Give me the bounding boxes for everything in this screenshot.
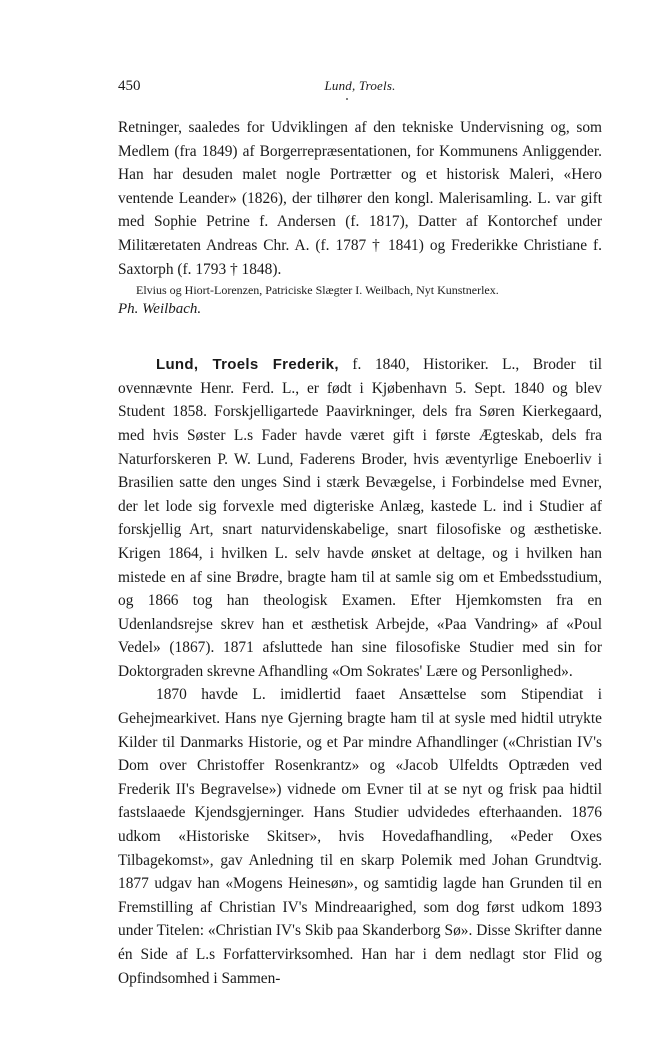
page-number: 450 xyxy=(118,78,141,94)
document-page xyxy=(118,78,602,990)
previous-entry-paragraph: Retninger, saaledes for Udviklingen af den tekniske Undervisning og, som Medlem (fra 1849) af Borgerrepræsentationen, for Kommunens Anliggender. Han har desuden malet nogle Portrætter og et historisk Maleri, «Hero ventende Leander» (1826), der tilhører den kongl. Malerisamling. L. var gift med Sophie Petrine f. Andersen (f. 1817), Datter af Kontorchef under Militæretaten Andreas Chr. A. (f. 1787 † 1841) og Frederikke Christiane f. Saxtorph (f. 1793 † 1848). xyxy=(118,119,602,278)
biography-entry xyxy=(118,353,602,990)
header-dot xyxy=(346,98,348,100)
running-title: Lund, Troels. xyxy=(324,78,396,93)
body-text xyxy=(118,116,602,990)
entry-paragraph-1 xyxy=(118,353,602,683)
running-header xyxy=(118,78,602,100)
entry-paragraph-2: 1870 havde L. imidlertid faaet Ansættelse som Stipendiat i Gehejmearkivet. Hans nye Gjerning bragte ham til at sysle med hidtil utrykte Kilder til Danmarks Historie, og et Par mindre Afhandlinger («Christian IV's Dom over Christoffer Rosenkrantz» og «Jacob Ulfeldts Optræden ved Frederik II's Begravelse») vidnede om Evner til at se nyt og frisk paa hidtil fastslaaede Kjendsgjerninger. Hans Studier udvidedes efterhaanden. 1876 udkom «Historiske Skitser», hvis Hovedafhandling, «Peder Oxes Tilbagekomst», gav Anledning til en skarp Polemik med Johan Grundtvig. 1877 udgav han «Mogens Heinesøn», og samtidig lagde han Grunden til en Fremstilling af Christian IV's Mindreaarighed, som dog først udkom 1893 under Titelen: «Christian IV's Skib paa Skanderborg Sø». Disse Skrifter danne én Side af L.s Forfattervirksomhed. Han har i dem nedlagt stor Flid og Opfindsomhed i Sammen- xyxy=(118,686,602,987)
author-signature: Ph. Weilbach. xyxy=(118,301,202,318)
entry-heading: Lund, Troels Frederik, xyxy=(156,356,339,374)
sources-line: Elvius og Hiort-Lorenzen, Patriciske Slægter I. Weilbach, Nyt Kunstnerlex. xyxy=(136,283,499,298)
entry-paragraph-1-text: f. 1840, Historiker. L., Broder til ovennævnte Henr. Ferd. L., er født i Kjøbenhavn 5. Sept. 1840 og blev Student 1858. Forskjelligartede Paavirkninger, dels fra Søren Kierkegaard, med hvis Søster L.s Fader havde været gift i første Ægteskab, dels fra Naturforskeren P. W. Lund, Faderens Broder, hvis æventyrlige Eneboerliv i Brasilien satte den unges Sind i stærk Bevægelse, i Forbindelse med Evner, der let lode sig forvexle med digteriske Anlæg, kastede L. ind i Studier af forskjellig Art, snart naturvidenskabelige, snart filosofiske og æsthetiske. Krigen 1864, i hvilken L. selv havde ønsket at deltage, og i hvilken han mistede en af sine Brødre, bragte ham til at samle sig om et Embedsstudium, og 1866 tog han theologisk Examen. Efter Hjemkomsten fra en Udenlandsrejse skrev han et æsthetisk Arbejde, «Paa Vandring» af «Poul Vedel» (1867). 1871 afsluttede han sine filosofiske Studier med sin for Doktorgraden skrevne Afhandling «Om Sokrates' Lære og Personlighed». xyxy=(118,356,602,680)
